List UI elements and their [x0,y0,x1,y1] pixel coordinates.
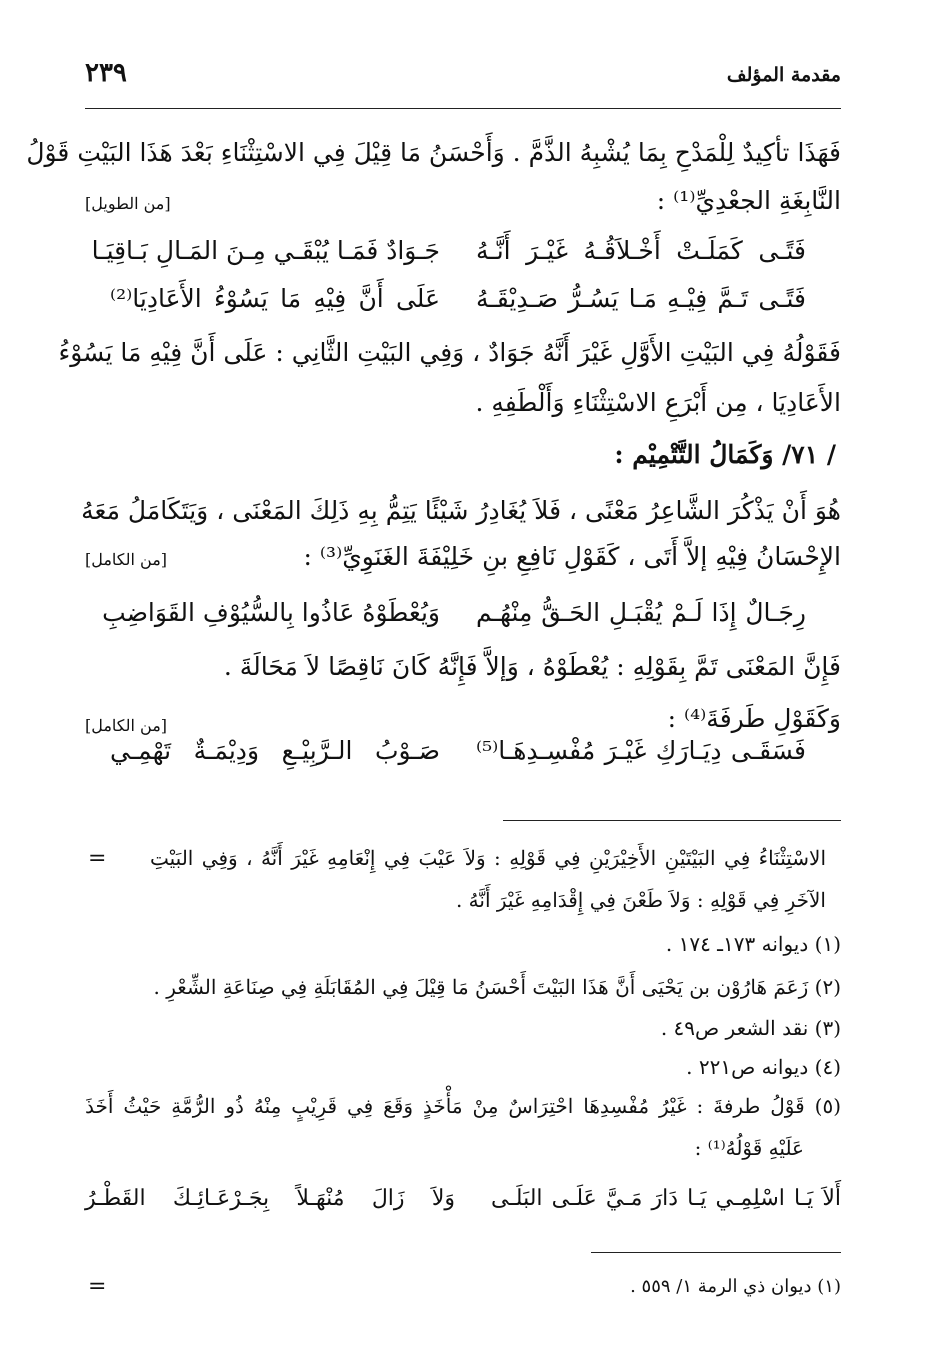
footnote-separator [503,820,841,821]
verse-hemistich-left: وَلاَ زَالَ مُنْهَـلاً بِجَـرْعَـائِـكَ القَطْـرُ [85,1186,455,1211]
running-header [85,58,841,98]
footnote-line: الاسْتِثْنَاءُ فِي البَيْتَيْنِ الأَخِيْرَيْنِ فِي قَوْلِهِ : وَلاَ عَيْبَ فِي إِنْعَامِهِ غَيْرَ أَنَّهُ ، وَفِي البَيْتِ [150,846,826,870]
chapter-title: مقدمة المؤلف [726,64,841,86]
verse-hemistich-left: جَـوَادٌ فَمَـا يُبْقَـي مِـنَ المَـالِ بَـاقِيَـا [91,236,440,265]
section-heading: / ٧١/ وَكَمَالُ التَّتْمِيْم : [614,440,836,469]
footnote-5: (٥) قَوْلُ طرفةَ : غَيْرُ مُفْسِدِهَا احْتِرَاسٌ مِنْ مَأْخَذٍ وَقَعَ فِي قَرِيْبٍ مِنْهُ ذُو الرُّمَّةِ حَيْثُ أَخَذَ [85,1094,841,1118]
verse-hemistich-left: عَلَى أَنَّ فِيْهِ مَا يَسُوْءُ الأَعَادِيَا⁽²⁾ [110,284,440,313]
sub-footnote-separator [591,1252,841,1253]
verse-hemistich-left: وَيُعْطَوْهُ عَاذُوا بِالسُّيُوْفِ القَوَاضِبِ [102,598,440,627]
meter-label: [من الكامل] [85,716,168,735]
footnote-3: (٣) نقد الشعر ص٤٩ . [660,1016,841,1040]
paragraph-line: النَّابِغَةِ الجعْدِيِّ⁽¹⁾ : [656,186,841,215]
footnote-1: (١) ديوانه ١٧٣ـ ١٧٤ . [665,932,841,956]
verse-hemistich-right: فَسَقَـى دِيَـارَكِ غَيْـرَ مُفْسِـدِهَـا⁽⁵⁾ [476,736,806,765]
verse-hemistich-right: فَتًـى كَمَلَـتْ أَخْـلاَقُـهُ غَيْـرَ أَنَّـهُ [476,236,806,265]
page-number: ٢٣٩ [85,58,127,88]
verse-hemistich-right: فَتًـى تَـمَّ فِيْـهِ مَـا يَسُـرُّ صَـدِيْقَـهُ [476,284,806,313]
footnote-2: (٢) زَعَمَ هَارُوْن بن يَحْيَى أَنَّ هَذَا البَيْتَ أَحْسَنُ مَا قِيْلَ فِي المُقَابَلَةِ فِي صِنَاعَةِ الشِّعْرِ . [153,975,841,999]
sub-footnote: (١) ديوان ذي الرمة ١/ ٥٥٩ . [630,1276,841,1297]
paragraph-line: فَقَوْلُهُ فِي البَيْتِ الأَوَّلِ غَيْرَ أَنَّهُ جَوَادٌ ، وَفِي البَيْتِ الثَّانِي : عَلَى أَنَّ فِيْهِ مَا يَسُوْءُ [58,338,841,367]
verse-hemistich-left: صَـوْبُ الـرَّبِيْـعِ وَدِيْمَـةٌ تَهْمِـي [110,736,440,765]
verse-hemistich-right: رِجَـالٌ إِذَا لَـمْ يُقْبَـلِ الحَـقُّ مِنْهُـم [476,598,806,627]
footnote-line: عَلَيْهِ قَوْلُهُ⁽¹⁾ : [694,1136,804,1160]
paragraph-line: فَهَذَا تأكِيدٌ لِلْمَدْحِ بِمَا يُشْبِهُ الذَّمَّ . وَأَحْسَنُ مَا قِيْلَ فِي الاسْتِثْنَاءِ بَعْدَ هَذَا البَيْتِ قَوْلُ [26,138,841,167]
footnote-4: (٤) ديوانه ص٢٢١ . [686,1055,841,1079]
paragraph-line: فَإِنَّ المَعْنَى تَمَّ بِقَوْلِهِ : يُعْطَوْهُ ، وَإلاَّ فَإِنَّهُ كَانَ نَاقِصًا لاَ مَحَالَةَ . [223,652,841,681]
header-rule [85,108,841,109]
paragraph-line: وَكَقَوْلِ طَرفَةَ⁽⁴⁾ : [667,704,841,733]
verse-hemistich-right: أَلاَ يَـا اسْلِمِـي يَـا دَارَ مَـيَّ عَلَـى البَلَـى [491,1186,841,1211]
meter-label: [من الكامل] [85,550,168,569]
footnote-line: الآخَرِ فِي قَوْلِهِ : وَلاَ طَعْنَ فِي إِقْدَامِهِ غَيْرَ أَنَّهُ . [455,888,826,912]
meter-label: [من الطويل] [85,194,171,213]
paragraph-line: الإِحْسَانُ فِيْهِ إلاَّ أَتَى ، كَقَوْلِ نَافِعِ بنِ خَلِيْفَةَ الغَنَوِيِّ⁽³⁾ : [303,542,841,571]
continuation-mark: = [88,846,107,871]
paragraph-line: الأَعَادِيَا ، مِن أَبْرَعِ الاسْتِثْنَاءِ وَأَلْطَفِهِ . [475,388,841,417]
paragraph-line: هُوَ أَنْ يَذْكُرَ الشَّاعِرُ مَعْنًى ، فَلاَ يُغَادِرُ شَيْئًا يَتِمُّ بِهِ ذَلِكَ المَعْنَى ، وَيَتَكَامَلُ مَعَهُ [81,496,841,525]
continuation-mark: = [88,1274,107,1299]
